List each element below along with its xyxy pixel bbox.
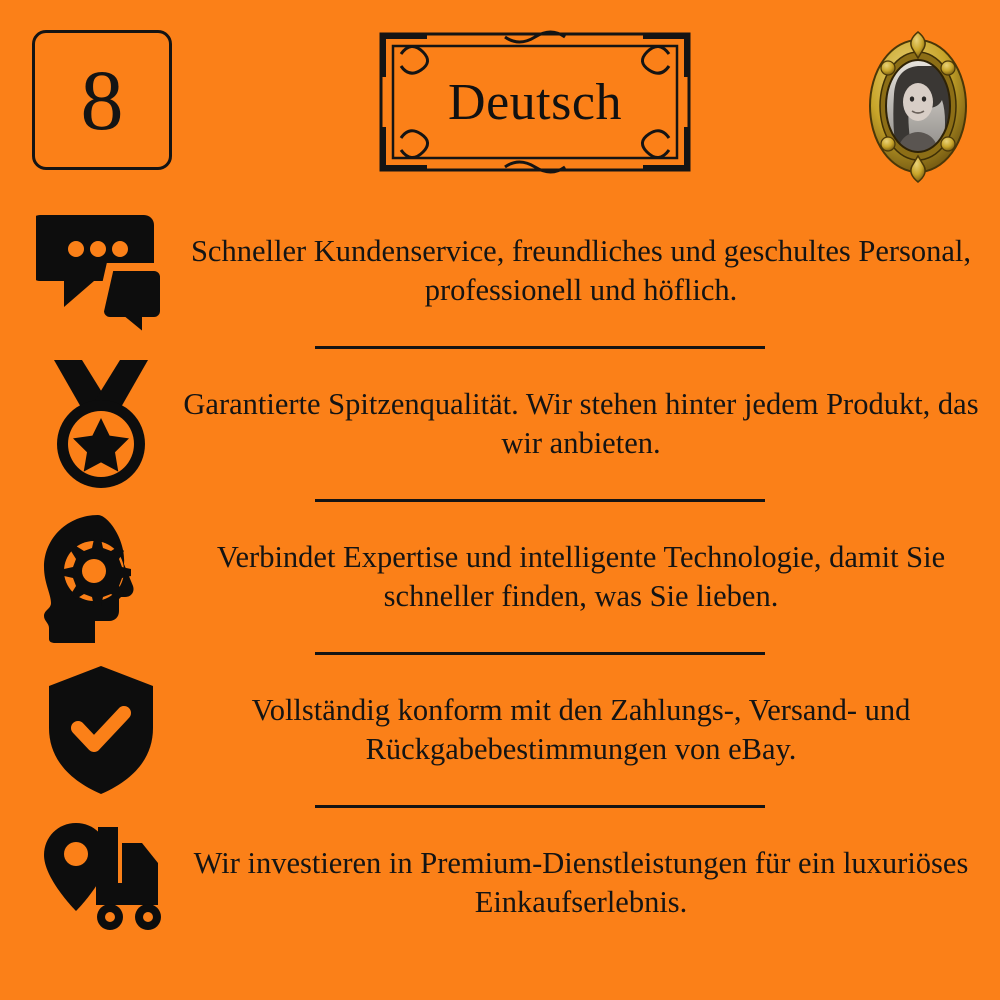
feature-text: Vollständig konform mit den Zahlungs-, Versand- und Rückgabebestimmungen von eBay. xyxy=(251,692,911,766)
feature-row xyxy=(0,349,1000,499)
feature-text: Garantierte Spitzenqualität. Wir stehen hinter jedem Produkt, das wir anbieten. xyxy=(183,386,979,460)
feature-row xyxy=(0,196,1000,346)
feature-row xyxy=(0,502,1000,652)
feature-row xyxy=(0,808,1000,958)
feature-row xyxy=(0,655,1000,805)
portrait-cameo xyxy=(858,18,978,196)
medal-star-icon xyxy=(26,354,176,494)
feature-text: Schneller Kundenservice, freundliches und geschultes Personal, professionell und höflich. xyxy=(190,233,972,307)
title-ornamental-frame xyxy=(375,28,695,176)
feature-text: Wir investieren in Premium-Dienstleistungen für ein luxuriöses Einkaufserlebnis. xyxy=(193,845,969,919)
feature-text: Verbindet Expertise und intelligente Technologie, damit Sie schneller finden, was Sie lieben. xyxy=(216,539,946,613)
page-title: Deutsch xyxy=(448,73,622,131)
delivery-location-icon xyxy=(26,813,176,953)
head-gear-icon xyxy=(26,507,176,647)
shield-check-icon xyxy=(26,660,176,800)
number-badge xyxy=(32,30,172,170)
portrait-frame-icon xyxy=(858,18,978,196)
poster-header xyxy=(0,0,1000,200)
badge-number: 8 xyxy=(80,52,124,148)
feature-rows xyxy=(0,196,1000,958)
chat-bubbles-icon xyxy=(26,201,176,341)
